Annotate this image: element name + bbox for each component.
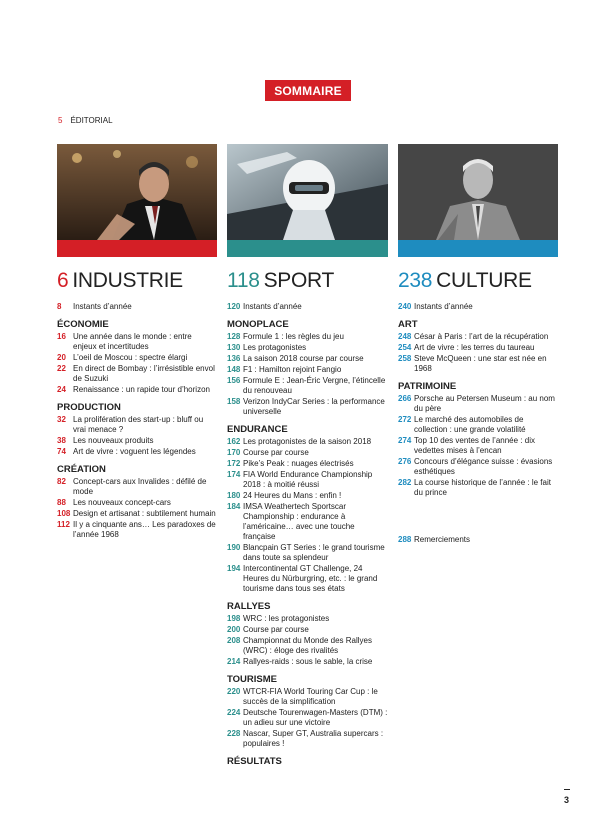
section-heading: PRODUCTION bbox=[57, 402, 121, 413]
toc-entry[interactable]: 258 Steve McQueen : une star est née en 1968 bbox=[398, 354, 547, 373]
culture-column bbox=[398, 268, 558, 546]
section-heading: TOURISME bbox=[227, 674, 277, 685]
editorial-entry bbox=[58, 116, 113, 125]
toc-entry[interactable]: 266 Porsche au Petersen Museum : au nom du père bbox=[398, 394, 555, 413]
industrie-photo bbox=[57, 144, 217, 240]
sport-heading bbox=[227, 268, 388, 294]
culture-photo bbox=[398, 144, 558, 240]
section-heading: RALLYES bbox=[227, 601, 271, 612]
toc-entry[interactable]: 130 Les protagonistes bbox=[227, 343, 307, 352]
toc-entry[interactable]: 74 Art de vivre : voguent les légendes bbox=[57, 447, 196, 456]
toc-entry[interactable]: 174 FIA World Endurance Championship 2018 : à moitié réussi bbox=[227, 470, 373, 489]
industrie-heading-title: INDUSTRIE bbox=[72, 269, 183, 292]
sport-photo bbox=[227, 144, 388, 240]
toc-entry[interactable]: 88 Les nouveaux concept-cars bbox=[57, 498, 171, 507]
toc-entry[interactable]: 272 Le marché des automobiles de collection : une grande volatilité bbox=[398, 415, 526, 434]
editorial-label: ÉDITORIAL bbox=[70, 116, 113, 125]
toc-entry[interactable]: 220 WTCR-FIA World Touring Car Cup : le succès de la simplification bbox=[227, 687, 378, 706]
section-heading: ÉCONOMIE bbox=[57, 319, 109, 330]
toc-entry[interactable]: 194 Intercontinental GT Challenge, 24 Heures du Nürburgring, etc. : le grand tourisme dans tous ses états bbox=[227, 564, 378, 593]
section-heading: RÉSULTATS bbox=[227, 756, 282, 767]
section-heading: MONOPLACE bbox=[227, 319, 289, 330]
toc-entry[interactable]: 24 Renaissance : un rapide tour d’horizon bbox=[57, 385, 210, 394]
industrie-color-bar bbox=[57, 240, 217, 257]
toc-entry[interactable]: 248 César à Paris : l’art de la récupération bbox=[398, 332, 549, 341]
toc-entry[interactable]: 172 Pike’s Peak : nuages électrisés bbox=[227, 459, 354, 468]
culture-heading-title: CULTURE bbox=[436, 269, 532, 292]
industrie-column bbox=[57, 268, 217, 541]
toc-entry[interactable]: 162 Les protagonistes de la saison 2018 bbox=[227, 437, 372, 446]
toc-entry[interactable]: 8 Instants d’année bbox=[57, 302, 132, 311]
section-heading: ENDURANCE bbox=[227, 424, 288, 435]
toc-entry[interactable]: 112 Il y a cinquante ans… Les paradoxes de l’année 1968 bbox=[57, 520, 216, 539]
editorial-page-number: 5 bbox=[58, 116, 63, 125]
culture-heading bbox=[398, 268, 558, 294]
toc-entry[interactable]: 180 24 Heures du Mans : enfin ! bbox=[227, 491, 342, 500]
toc-entry[interactable]: 214 Rallyes-raids : sous le sable, la crise bbox=[227, 657, 373, 666]
toc-entry[interactable]: 120 Instants d’année bbox=[227, 302, 302, 311]
sport-heading-title: SPORT bbox=[263, 269, 335, 292]
industrie-heading bbox=[57, 268, 217, 294]
toc-entry[interactable]: 38 Les nouveaux produits bbox=[57, 436, 154, 445]
industrie-heading-number: 6 bbox=[57, 269, 69, 292]
toc-entry[interactable]: 82 Concept-cars aux Invalides : défilé de mode bbox=[57, 477, 207, 496]
toc-entry[interactable]: 198 WRC : les protagonistes bbox=[227, 614, 330, 623]
toc-entry[interactable]: 200 Course par course bbox=[227, 625, 309, 634]
toc-entry[interactable]: 148 F1 : Hamilton rejoint Fangio bbox=[227, 365, 342, 374]
toc-entry[interactable]: 282 La course historique de l’année : le fait du prince bbox=[398, 478, 551, 497]
sport-heading-number: 118 bbox=[227, 269, 260, 292]
section-heading: ART bbox=[398, 319, 418, 330]
toc-entry[interactable]: 156 Formule E : Jean-Éric Vergne, l’étincelle du renouveau bbox=[227, 376, 386, 395]
toc-entry[interactable]: 228 Nascar, Super GT, Australia supercars : populaires ! bbox=[227, 729, 384, 748]
toc-entry[interactable]: 224 Deutsche Tourenwagen-Masters (DTM) : un adieu sur une victoire bbox=[227, 708, 388, 727]
toc-entry[interactable]: 274 Top 10 des ventes de l’année : dix vedettes mises à l’encan bbox=[398, 436, 535, 455]
toc-entry[interactable]: 170 Course par course bbox=[227, 448, 309, 457]
page-number: 3 bbox=[564, 795, 570, 805]
toc-entry[interactable]: 128 Formule 1 : les règles du jeu bbox=[227, 332, 344, 341]
toc-entry[interactable]: 276 Concours d’élégance suisse : évasions esthétiques bbox=[398, 457, 553, 476]
toc-entry[interactable]: 208 Championnat du Monde des Rallyes (WRC) : éloge des rivalités bbox=[227, 636, 372, 655]
section-heading: PATRIMOINE bbox=[398, 381, 457, 392]
toc-entry[interactable]: 190 Blancpain GT Series : le grand tourisme dans toute sa splendeur bbox=[227, 543, 385, 562]
toc-entry[interactable]: 288 Remerciements bbox=[398, 535, 471, 544]
toc-entry[interactable]: 22 En direct de Bombay : l’irrésistible envol de Suzuki bbox=[57, 364, 215, 383]
culture-color-bar bbox=[398, 240, 558, 257]
section-heading: CRÉATION bbox=[57, 464, 106, 475]
toc-entry[interactable]: 108 Design et artisanat : subtilement humain bbox=[57, 509, 216, 518]
toc-entry[interactable]: 240 Instants d’année bbox=[398, 302, 473, 311]
toc-entry[interactable]: 184 IMSA Weathertech Sportscar Championship : endurance à l’américaine… avec une touche française bbox=[227, 502, 355, 541]
sommaire-banner: SOMMAIRE bbox=[265, 80, 351, 101]
toc-entry[interactable]: 32 La prolifération des start-up : bluff ou vrai menace ? bbox=[57, 415, 204, 434]
sport-column bbox=[227, 268, 388, 769]
sport-color-bar bbox=[227, 240, 388, 257]
toc-entry[interactable]: 16 Une année dans le monde : entre enjeux et incertitudes bbox=[57, 332, 192, 351]
spacer bbox=[398, 499, 558, 535]
culture-heading-number: 238 bbox=[398, 269, 433, 292]
toc-entry[interactable]: 158 Verizon IndyCar Series : la performance universelle bbox=[227, 397, 385, 416]
toc-entry[interactable]: 254 Art de vivre : les terres du taureau bbox=[398, 343, 535, 352]
toc-entry[interactable]: 136 La saison 2018 course par course bbox=[227, 354, 364, 363]
toc-entry[interactable]: 20 L’oeil de Moscou : spectre élargi bbox=[57, 353, 188, 362]
